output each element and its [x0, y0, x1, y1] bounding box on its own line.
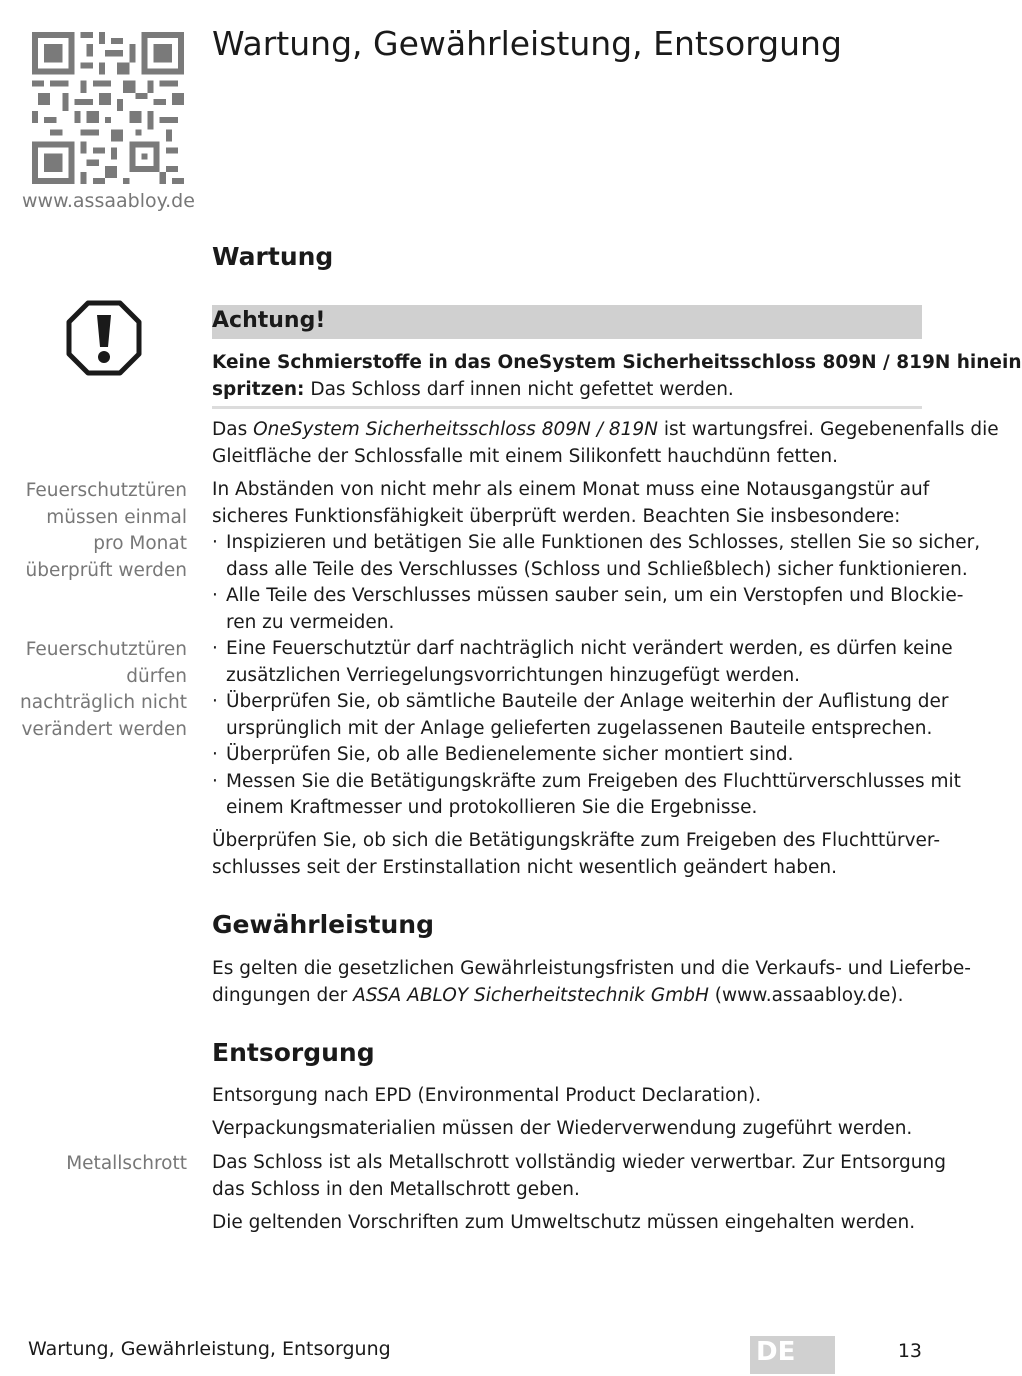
list-item: · Überprüfen Sie, ob alle Bedienelemente sicher montiert sind. [212, 744, 794, 765]
page-number: 13 [897, 1340, 922, 1362]
qr-code-icon [32, 32, 184, 184]
footer-title: Wartung, Gewährleistung, Entsorgung [28, 1338, 391, 1360]
list-item: · Eine Feuerschutztür darf nachträglich nicht verändert werden, es dürfen keine zusätzlichen Verriegelungsvorrichtungen hinzugefügt werden. [212, 638, 953, 686]
margin-note-monthly-check: Feuerschutztüren müssen einmal pro Monat überprüft werden [25, 480, 187, 581]
paragraph-warranty: Es gelten die gesetzlichen Gewährleistungsfristen und die Verkaufs- und Lieferbe- dingungen der ASSA ABLOY Sicherheitstechnik GmbH (www.assaabloy.de). [212, 958, 971, 1006]
paragraph-environment: Die geltenden Vorschriften zum Umweltschutz müssen eingehalten werden. [212, 1212, 916, 1233]
paragraph-scrap-metal: Das Schloss ist als Metallschrott vollständig wieder verwertbar. Zur Entsorgung das Schloss in den Metallschrott geben. [212, 1152, 946, 1200]
paragraph-monthly-check: In Abständen von nicht mehr als einem Monat muss eine Notausgangstür auf sicheres Funktionsfähigkeit überprüft werden. Beachten Sie insbesondere: [212, 479, 930, 527]
page-title: Wartung, Gewährleistung, Entsorgung [212, 24, 842, 63]
paragraph-epd: Entsorgung nach EPD (Environmental Product Declaration). [212, 1085, 762, 1106]
language-label: DE [756, 1337, 796, 1367]
warning-label: Achtung! [212, 308, 326, 333]
divider [212, 406, 922, 409]
margin-note-scrap-metal: Metallschrott [66, 1153, 187, 1174]
list-item: · Alle Teile des Verschlusses müssen sauber sein, um ein Verstopfen und Blockie- ren zu vermeiden. [212, 585, 964, 633]
paragraph-packaging: Verpackungsmaterialien müssen der Wiederverwendung zugeführt werden. [212, 1118, 913, 1139]
margin-note-no-modification: Feuerschutztüren dürfen nachträglich nicht verändert werden [20, 639, 187, 740]
paragraph-force-check: Überprüfen Sie, ob sich die Betätigungskräfte zum Freigeben des Fluchttürver- schlusses seit der Erstinstallation nicht wesentlich geändert haben. [212, 830, 941, 878]
warning-text: Keine Schmierstoffe in das OneSystem Sicherheitsschloss 809N / 819N hinein spritzen: Das Schloss darf innen nicht gefettet werden. [212, 352, 1022, 400]
section-heading-entsorgung: Entsorgung [212, 1038, 375, 1067]
checklist [212, 530, 981, 822]
warning-octagon-icon [66, 300, 142, 376]
list-item: · Inspizieren und betätigen Sie alle Funktionen des Schlosses, stellen Sie so sicher, dass alle Teile des Verschlusses (Schloss und Schließblech) sicher funktionieren. [212, 532, 981, 580]
section-heading-wartung: Wartung [212, 242, 334, 271]
website-url: www.assaabloy.de [22, 190, 195, 212]
list-item: · Überprüfen Sie, ob sämtliche Bauteile der Anlage weiterhin der Auflistung der ursprünglich mit der Anlage gelieferten zugelassenen Bauteile entsprechen. [212, 691, 949, 739]
list-item: · Messen Sie die Betätigungskräfte zum Freigeben des Fluchttürverschlusses mit einem Kraftmesser und protokollieren Sie die Ergebnisse. [212, 770, 961, 818]
section-heading-gewaehrleistung: Gewährleistung [212, 910, 434, 939]
paragraph-maintenance-free: Das OneSystem Sicherheitsschloss 809N / 819N ist wartungsfrei. Gegebenenfalls die Gleitfläche der Schlossfalle mit einem Silikonfett hauchdünn fetten. [212, 419, 999, 467]
